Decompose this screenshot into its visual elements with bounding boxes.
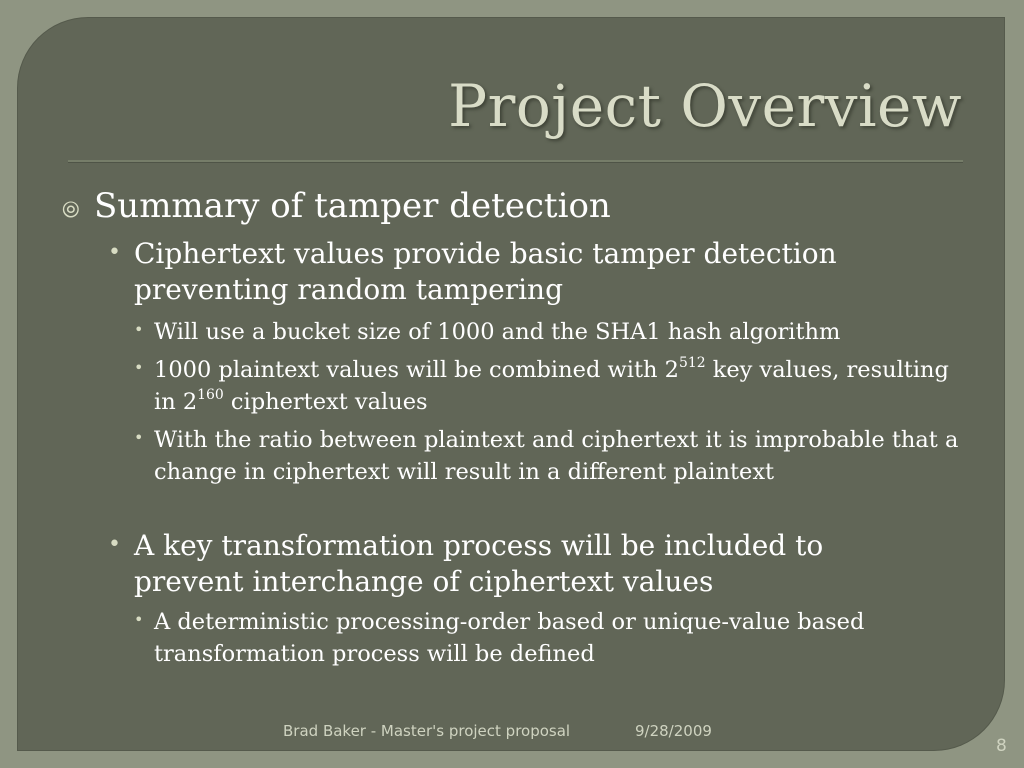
bullet-level3 [134, 424, 964, 488]
bullet-level3 [134, 354, 964, 418]
dot-bullet-icon: • [108, 532, 121, 557]
circle-bullet-icon: ⦾ [62, 198, 80, 223]
bullet-text: A key transformation process will be included to prevent interchange of ciphertext values [134, 529, 824, 598]
footer-author: Brad Baker - Master's project proposal [283, 722, 571, 740]
dot-bullet-icon: • [134, 358, 144, 377]
bullet-level2 [108, 236, 908, 308]
dot-bullet-icon: • [134, 320, 144, 339]
page-number: 8 [996, 736, 1007, 756]
bullet-level1 [62, 186, 611, 226]
bullet-level2 [108, 528, 908, 600]
dot-bullet-icon: • [134, 428, 144, 447]
bullet-text: A deterministic processing-order based or unique-value based transformation process will be defined [154, 609, 865, 667]
bullet-text: Will use a bucket size of 1000 and the SHA1 hash algorithm [154, 319, 841, 345]
dot-bullet-icon: • [108, 240, 121, 265]
exponent: 160 [197, 386, 224, 403]
bullet-level3 [134, 316, 964, 348]
text-segment: 1000 plaintext values will be combined with 2 [154, 357, 679, 383]
title-divider [68, 160, 963, 163]
bullet-text: With the ratio between plaintext and ciphertext it is improbable that a change in ciphertext will result in a different plaintext [154, 427, 959, 485]
bullet-text: Summary of tamper detection [94, 186, 611, 226]
bullet-level3 [134, 606, 964, 670]
footer-date: 9/28/2009 [635, 722, 712, 740]
text-segment: key values, resulting in 2 [154, 357, 949, 415]
bullet-text [154, 354, 964, 418]
slide-title: Project Overview [448, 72, 962, 140]
exponent: 512 [678, 354, 706, 371]
dot-bullet-icon: • [134, 610, 144, 629]
bullet-text: Ciphertext values provide basic tamper detection preventing random tampering [134, 237, 837, 306]
text-segment: ciphertext values [223, 389, 428, 415]
